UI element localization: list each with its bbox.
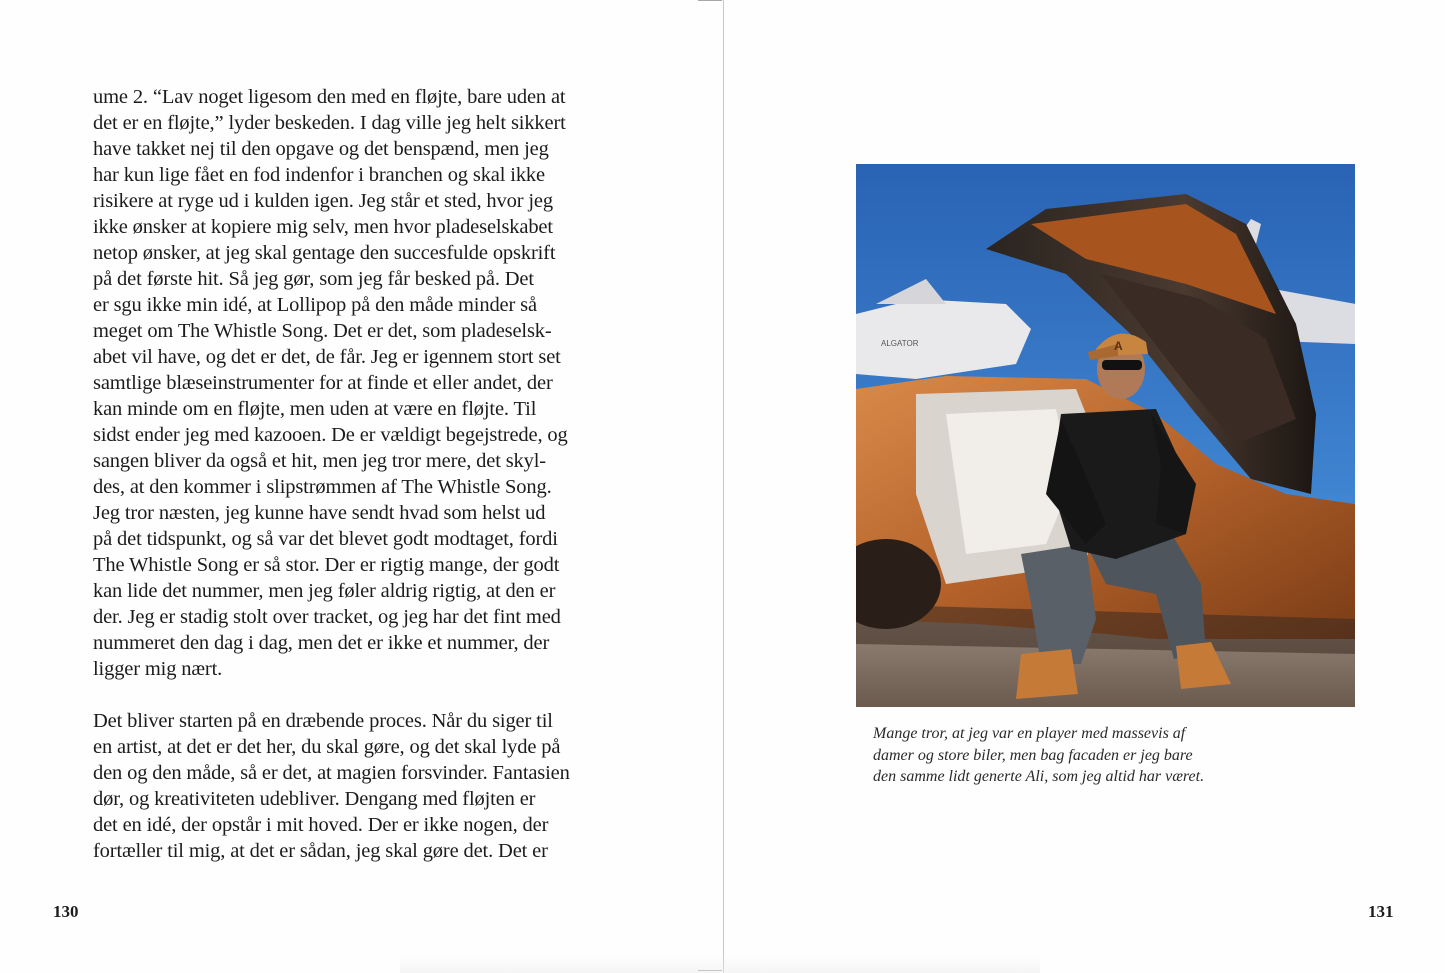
text-line: meget om The Whistle Song. Det er det, som pladeselsk- [93,320,552,342]
text-line: nummeret den dag i dag, men det er ikke et nummer, der [93,632,550,654]
photo-caption [873,723,1273,788]
paragraph-2 [93,708,593,864]
text-line: kan lide det nummer, men jeg føler aldrig rigtig, at den er [93,580,556,602]
text-line: sangen bliver da også et hit, men jeg tror mere, det skyl- [93,450,546,472]
text-line: en artist, at det er det her, du skal gøre, og det skal lyde på [93,736,561,758]
text-line: den og den måde, så er det, at magien forsvinder. Fantasien [93,762,570,784]
svg-text:ALGATOR: ALGATOR [881,339,919,348]
text-line: på det første hit. Så jeg gør, som jeg får besked på. Det [93,268,534,290]
page-number-right: 131 [1368,902,1394,921]
text-line: der. Jeg er stadig stolt over tracket, og jeg har det fint med [93,606,561,628]
page-shadow [400,955,1040,973]
caption-line: damer og store biler, men bag facaden er jeg bare [873,746,1193,764]
page-number-left: 130 [53,902,79,921]
text-line: risikere at ryge ud i kulden igen. Jeg står et sted, hvor jeg [93,190,553,212]
text-line: sidst ender jeg med kazooen. De er vældigt begejstrede, og [93,424,568,446]
paragraph-1 [93,84,593,682]
text-line: har kun lige fået en fod indenfor i branchen og skal ikke [93,164,545,186]
text-line: dør, og kreativiteten udebliver. Dengang med fløjten er [93,788,536,810]
text-line: des, at den kommer i slipstrømmen af The Whistle Song. [93,476,552,498]
text-line: det en idé, der opstår i mit hoved. Der er ikke nogen, der [93,814,549,836]
text-line: kan minde om en fløjte, men uden at være en fløjte. Til [93,398,537,420]
body-text [93,84,593,864]
text-line: ikke ønsker at kopiere mig selv, men hvor pladeselskabet [93,216,553,238]
text-line: det er en fløjte,” lyder beskeden. I dag ville jeg helt sikkert [93,112,566,134]
svg-text:A: A [1114,339,1123,353]
text-line: netop ønsker, at jeg skal gentage den succesfulde opskrift [93,242,556,264]
text-line: fortæller til mig, at det er sådan, jeg skal gøre det. Det er [93,840,548,862]
text-line: Jeg tror næsten, jeg kunne have sendt hvad som helst ud [93,502,546,524]
text-line: samtlige blæseinstrumenter for at finde et eller andet, der [93,372,553,394]
caption-line: Mange tror, at jeg var en player med massevis af [873,725,1186,742]
text-line: er sgu ikke min idé, at Lollipop på den måde minder så [93,294,537,316]
text-line: Det bliver starten på en dræbende proces. Når du siger til [93,710,553,732]
text-line: abet vil have, og det er det, de får. Jeg er igennem stort set [93,346,561,368]
gutter-tick [698,0,722,1]
text-line: ligger mig nært. [93,658,223,680]
text-line: The Whistle Song er så stor. Der er rigtig mange, der godt [93,554,560,576]
caption-line: den samme lidt generte Ali, som jeg altid har været. [873,768,1205,785]
text-line: ume 2. “Lav noget ligesom den med en fløjte, bare uden at [93,86,566,108]
text-line: have takket nej til den opgave og det benspænd, men jeg [93,138,549,160]
photo-man-sitting-in-orange-sports-car-icon [856,164,1355,707]
text-line: på det tidspunkt, og så var det blevet godt modtaget, fordi [93,528,558,550]
